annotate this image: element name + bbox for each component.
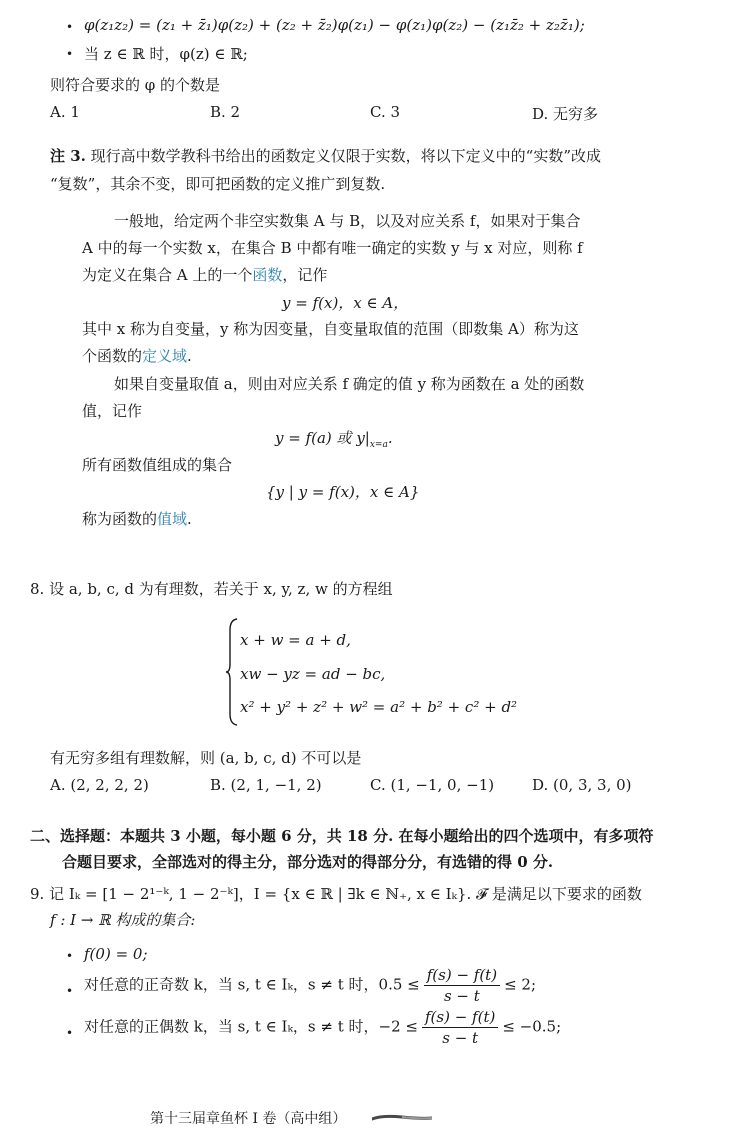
text-fragment: 个函数的 <box>82 347 143 365</box>
formula-range-set: {y | y = f(x)，x ∈ A} <box>266 483 420 501</box>
section-heading-line-2: 合题目要求，全部选对的得主分，部分选对的得部分分，有选错的得 0 分. <box>62 853 554 871</box>
term-function-link[interactable]: 函数 <box>252 266 283 284</box>
q9-condition-1: f(0) = 0; <box>84 945 148 963</box>
definition-line-4: 其中 x 称为自变量，y 称为因变量，自变量取值的范围（即数集 A）称为这 <box>82 320 579 338</box>
q8-question: 有无穷多组有理数解，则 (a, b, c, d) 不可以是 <box>50 749 362 767</box>
option-d: D. 无穷多 <box>532 105 599 123</box>
bullet-dot: • <box>66 949 74 963</box>
bullet-dot: • <box>66 984 74 998</box>
q8-option-d: D. (0, 3, 3, 0) <box>532 776 632 794</box>
formula-value <box>275 427 393 450</box>
formula-function: y = f(x)，x ∈ A， <box>282 294 409 312</box>
q9-line-1: 9. 记 Iₖ = [1 − 2¹⁻ᵏ, 1 − 2⁻ᵏ]，I = {x ∈ ℝ | ∃k ∈ ℕ₊, x ∈ Iₖ}. 𝓕 是满足以下要求的函数 <box>30 885 642 903</box>
condition-text: 对任意的正偶数 k，当 s, t ∈ Iₖ，s ≠ t 时，−2 ≤ <box>84 1017 418 1036</box>
condition-line-1: φ(z₁z₂) = (z₁ + z̄₁)φ(z₂) + (z₂ + z̄₂)φ(z₁) − φ(z₁)φ(z₂) − (z₁z̄₂ + z₂z̄₁); <box>84 16 585 34</box>
q8-option-a: A. (2, 2, 2, 2) <box>50 776 149 794</box>
note-line-1 <box>50 145 601 166</box>
page-footer: 第十三届章鱼杯 I 卷（高中组） <box>150 1111 347 1127</box>
text-fragment: 为定义在集合 A 上的一个 <box>82 266 253 284</box>
q8-stem: 8. 设 a, b, c, d 为有理数，若关于 x, y, z, w 的方程组 <box>30 580 393 598</box>
definition-line-2: A 中的每一个实数 x，在集合 B 中都有唯一确定的实数 y 与 x 对应，则称 f <box>82 239 583 257</box>
option-c: C. 3 <box>370 103 401 121</box>
term-range-link[interactable]: 值域 <box>157 510 188 528</box>
fraction-denominator: s − t <box>442 1029 479 1047</box>
note-text-1: 现行高中数学教科书给出的函数定义仅限于实数，将以下定义中的“实数”改成 <box>90 147 602 165</box>
note-line-2: “复数”，其余不变，即可把函数的定义推广到复数. <box>50 175 386 193</box>
q8-option-c: C. (1, −1, 0, −1) <box>370 776 495 794</box>
q8-option-b: B. (2, 1, −1, 2) <box>210 776 322 794</box>
option-a: A. 1 <box>50 103 80 121</box>
definition-line-9 <box>82 508 192 529</box>
definition-line-6: 如果自变量取值 a，则由对应关系 f 确定的值 y 称为函数在 a 处的函数 <box>114 375 585 393</box>
condition-text: ≤ 2; <box>504 975 536 994</box>
equation-2: xw − yz = ad − bc, <box>240 665 386 683</box>
bullet-dot: • <box>66 20 74 34</box>
equation-3: x² + y² + z² + w² = a² + b² + c² + d² <box>240 698 518 716</box>
definition-line-7: 值，记作 <box>82 402 143 420</box>
section-heading-line-1: 二、选择题：本题共 3 小题，每小题 6 分，共 18 分. 在每小题给出的四个选项中，有多项符 <box>30 827 654 845</box>
text-fragment: ，记作 <box>282 266 328 284</box>
left-brace-icon <box>226 618 238 726</box>
q9-condition-2 <box>84 966 536 1005</box>
condition-text: 对任意的正奇数 k，当 s, t ∈ Iₖ，s ≠ t 时，0.5 ≤ <box>84 975 420 994</box>
definition-line-1: 一般地，给定两个非空实数集 A 与 B，以及对应关系 f，如果对于集合 <box>114 212 581 230</box>
difference-quotient <box>422 1008 498 1047</box>
fraction-denominator: s − t <box>443 987 480 1005</box>
definition-line-8: 所有函数值组成的集合 <box>82 456 233 474</box>
definition-line-3 <box>82 264 327 285</box>
bullet-dot: • <box>66 1026 74 1040</box>
definition-line-5 <box>82 345 192 366</box>
formula-subscript: x=a <box>369 440 388 450</box>
note-label: 注 3. <box>50 147 86 165</box>
term-domain-link[interactable]: 定义域 <box>142 347 188 365</box>
question-text: 则符合要求的 φ 的个数是 <box>50 76 221 94</box>
footer-swoosh-icon <box>372 1113 432 1123</box>
q9-line-2: f : I → ℝ 构成的集合: <box>50 911 196 929</box>
equation-1: x + w = a + d, <box>240 631 351 649</box>
fraction-numerator: f(s) − f(t) <box>422 1008 498 1028</box>
formula-text: . <box>387 429 393 447</box>
text-fragment: 称为函数的 <box>82 510 158 528</box>
q9-condition-3 <box>84 1008 561 1047</box>
bullet-dot: • <box>66 47 74 61</box>
condition-text: ≤ −0.5; <box>502 1017 562 1036</box>
text-fragment: . <box>187 347 192 365</box>
difference-quotient <box>424 966 500 1005</box>
fraction-numerator: f(s) − f(t) <box>424 966 500 986</box>
formula-text: y = f(a) 或 y| <box>275 429 370 447</box>
text-fragment: . <box>187 510 192 528</box>
option-b: B. 2 <box>210 103 241 121</box>
condition-line-2: 当 z ∈ ℝ 时，φ(z) ∈ ℝ; <box>84 45 248 63</box>
